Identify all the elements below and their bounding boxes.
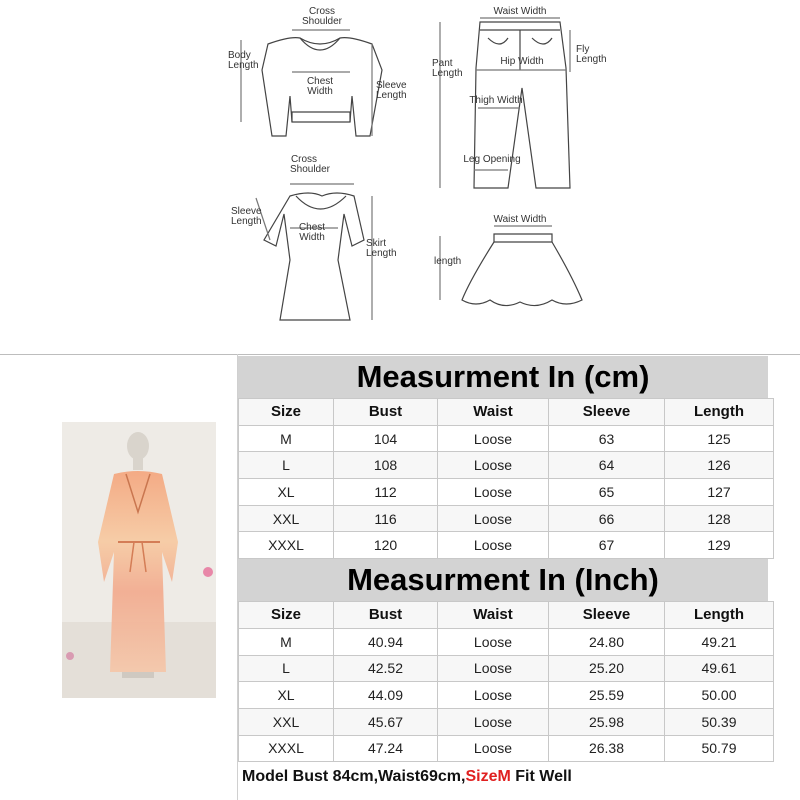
inch-table-title: Measurment In (Inch) bbox=[238, 559, 768, 601]
header-bust: Bust bbox=[334, 399, 438, 426]
cell-length: 127 bbox=[665, 479, 774, 506]
label-top-cross-shoulder-1: Cross bbox=[308, 6, 336, 17]
table-row bbox=[239, 708, 774, 735]
label-skirt-length-2: Length bbox=[366, 248, 397, 259]
label-body-length-2: Length bbox=[228, 60, 259, 71]
table-header-row bbox=[239, 399, 774, 426]
garment-sketches bbox=[0, 0, 800, 352]
cell-waist: Loose bbox=[438, 452, 549, 479]
cell-waist: Loose bbox=[438, 735, 549, 762]
cell-sleeve: 65 bbox=[549, 479, 665, 506]
label-body-length-1: Body bbox=[228, 50, 251, 61]
cell-sleeve: 26.38 bbox=[549, 735, 665, 762]
cell-bust: 47.24 bbox=[334, 735, 438, 762]
cm-table-title: Measurment In (cm) bbox=[238, 356, 768, 398]
table-row bbox=[239, 735, 774, 762]
label-skirt-length: length bbox=[434, 256, 462, 267]
header-bust: Bust bbox=[334, 602, 438, 629]
header-size: Size bbox=[239, 399, 334, 426]
cell-size: M bbox=[239, 425, 334, 452]
section-divider bbox=[0, 354, 800, 355]
cell-sleeve: 25.98 bbox=[549, 708, 665, 735]
cell-length: 125 bbox=[665, 425, 774, 452]
label-top-chest-1: Chest bbox=[306, 76, 334, 87]
cell-sleeve: 25.20 bbox=[549, 655, 665, 682]
cell-size: XL bbox=[239, 479, 334, 506]
cell-sleeve: 66 bbox=[549, 505, 665, 532]
label-top-sleeve-2: Length bbox=[376, 90, 407, 101]
cell-size: XXXL bbox=[239, 532, 334, 559]
label-top-cross-shoulder-2: Shoulder bbox=[301, 16, 343, 27]
table-row bbox=[239, 628, 774, 655]
cell-size: M bbox=[239, 628, 334, 655]
label-top-chest-2: Width bbox=[307, 86, 333, 97]
label-thigh-width: Thigh Width bbox=[469, 95, 523, 106]
header-length: Length bbox=[665, 399, 774, 426]
header-size: Size bbox=[239, 602, 334, 629]
label-pant-waist: Waist Width bbox=[493, 6, 547, 17]
label-fly-length-1: Fly bbox=[576, 44, 590, 55]
header-sleeve: Sleeve bbox=[549, 602, 665, 629]
label-dress-cross-shoulder-2: Shoulder bbox=[289, 164, 331, 175]
cell-bust: 104 bbox=[334, 425, 438, 452]
table-row bbox=[239, 532, 774, 559]
cell-waist: Loose bbox=[438, 532, 549, 559]
header-length: Length bbox=[665, 602, 774, 629]
cell-bust: 45.67 bbox=[334, 708, 438, 735]
table-header-row bbox=[239, 602, 774, 629]
label-dress-sleeve-1: Sleeve bbox=[231, 206, 262, 217]
label-pant-length-2: Length bbox=[432, 68, 463, 79]
table-row bbox=[239, 452, 774, 479]
cell-waist: Loose bbox=[438, 682, 549, 709]
table-row bbox=[239, 655, 774, 682]
cell-bust: 40.94 bbox=[334, 628, 438, 655]
label-dress-cross-shoulder-1: Cross bbox=[290, 154, 318, 165]
model-note-size: SizeM bbox=[465, 768, 511, 785]
cell-length: 50.39 bbox=[665, 708, 774, 735]
cell-bust: 108 bbox=[334, 452, 438, 479]
cell-waist: Loose bbox=[438, 655, 549, 682]
model-note-suffix: Fit Well bbox=[510, 768, 572, 785]
cell-size: XXXL bbox=[239, 735, 334, 762]
cell-size: XXL bbox=[239, 708, 334, 735]
cell-length: 50.00 bbox=[665, 682, 774, 709]
table-row bbox=[239, 505, 774, 532]
label-skirt-waist: Waist Width bbox=[493, 214, 547, 225]
cell-sleeve: 63 bbox=[549, 425, 665, 452]
model-fit-note bbox=[238, 760, 772, 794]
label-leg-opening: Leg Opening bbox=[463, 154, 521, 165]
cell-length: 50.79 bbox=[665, 735, 774, 762]
cell-sleeve: 24.80 bbox=[549, 628, 665, 655]
cell-waist: Loose bbox=[438, 425, 549, 452]
table-row bbox=[239, 479, 774, 506]
label-dress-chest-2: Width bbox=[299, 232, 325, 243]
label-hip-width: Hip Width bbox=[500, 56, 544, 67]
cell-length: 128 bbox=[665, 505, 774, 532]
cell-size: L bbox=[239, 452, 334, 479]
label-skirt-length-1: Skirt bbox=[366, 238, 386, 249]
mannequin-dress-image bbox=[62, 422, 216, 698]
table-row bbox=[239, 425, 774, 452]
cell-sleeve: 25.59 bbox=[549, 682, 665, 709]
cell-size: XL bbox=[239, 682, 334, 709]
cell-size: L bbox=[239, 655, 334, 682]
header-waist: Waist bbox=[438, 399, 549, 426]
cell-bust: 116 bbox=[334, 505, 438, 532]
label-fly-length-2: Length bbox=[576, 54, 607, 65]
header-waist: Waist bbox=[438, 602, 549, 629]
cell-bust: 42.52 bbox=[334, 655, 438, 682]
cell-bust: 112 bbox=[334, 479, 438, 506]
model-note-prefix: Model Bust 84cm,Waist69cm, bbox=[242, 768, 466, 785]
header-sleeve: Sleeve bbox=[549, 399, 665, 426]
table-row bbox=[239, 682, 774, 709]
cell-bust: 120 bbox=[334, 532, 438, 559]
cm-size-table bbox=[238, 398, 774, 559]
cell-length: 49.21 bbox=[665, 628, 774, 655]
label-dress-sleeve-2: Length bbox=[231, 216, 262, 227]
product-photo bbox=[62, 422, 216, 698]
cell-waist: Loose bbox=[438, 708, 549, 735]
size-chart bbox=[238, 356, 768, 762]
cell-waist: Loose bbox=[438, 505, 549, 532]
cell-sleeve: 64 bbox=[549, 452, 665, 479]
label-top-sleeve-1: Sleeve bbox=[376, 80, 407, 91]
cell-size: XXL bbox=[239, 505, 334, 532]
cell-length: 126 bbox=[665, 452, 774, 479]
cell-waist: Loose bbox=[438, 628, 549, 655]
label-dress-chest-1: Chest bbox=[298, 222, 326, 233]
size-diagrams bbox=[0, 0, 800, 352]
cell-sleeve: 67 bbox=[549, 532, 665, 559]
cell-length: 129 bbox=[665, 532, 774, 559]
cell-waist: Loose bbox=[438, 479, 549, 506]
cell-bust: 44.09 bbox=[334, 682, 438, 709]
inch-size-table bbox=[238, 601, 774, 762]
cell-length: 49.61 bbox=[665, 655, 774, 682]
label-pant-length-1: Pant bbox=[432, 58, 453, 69]
